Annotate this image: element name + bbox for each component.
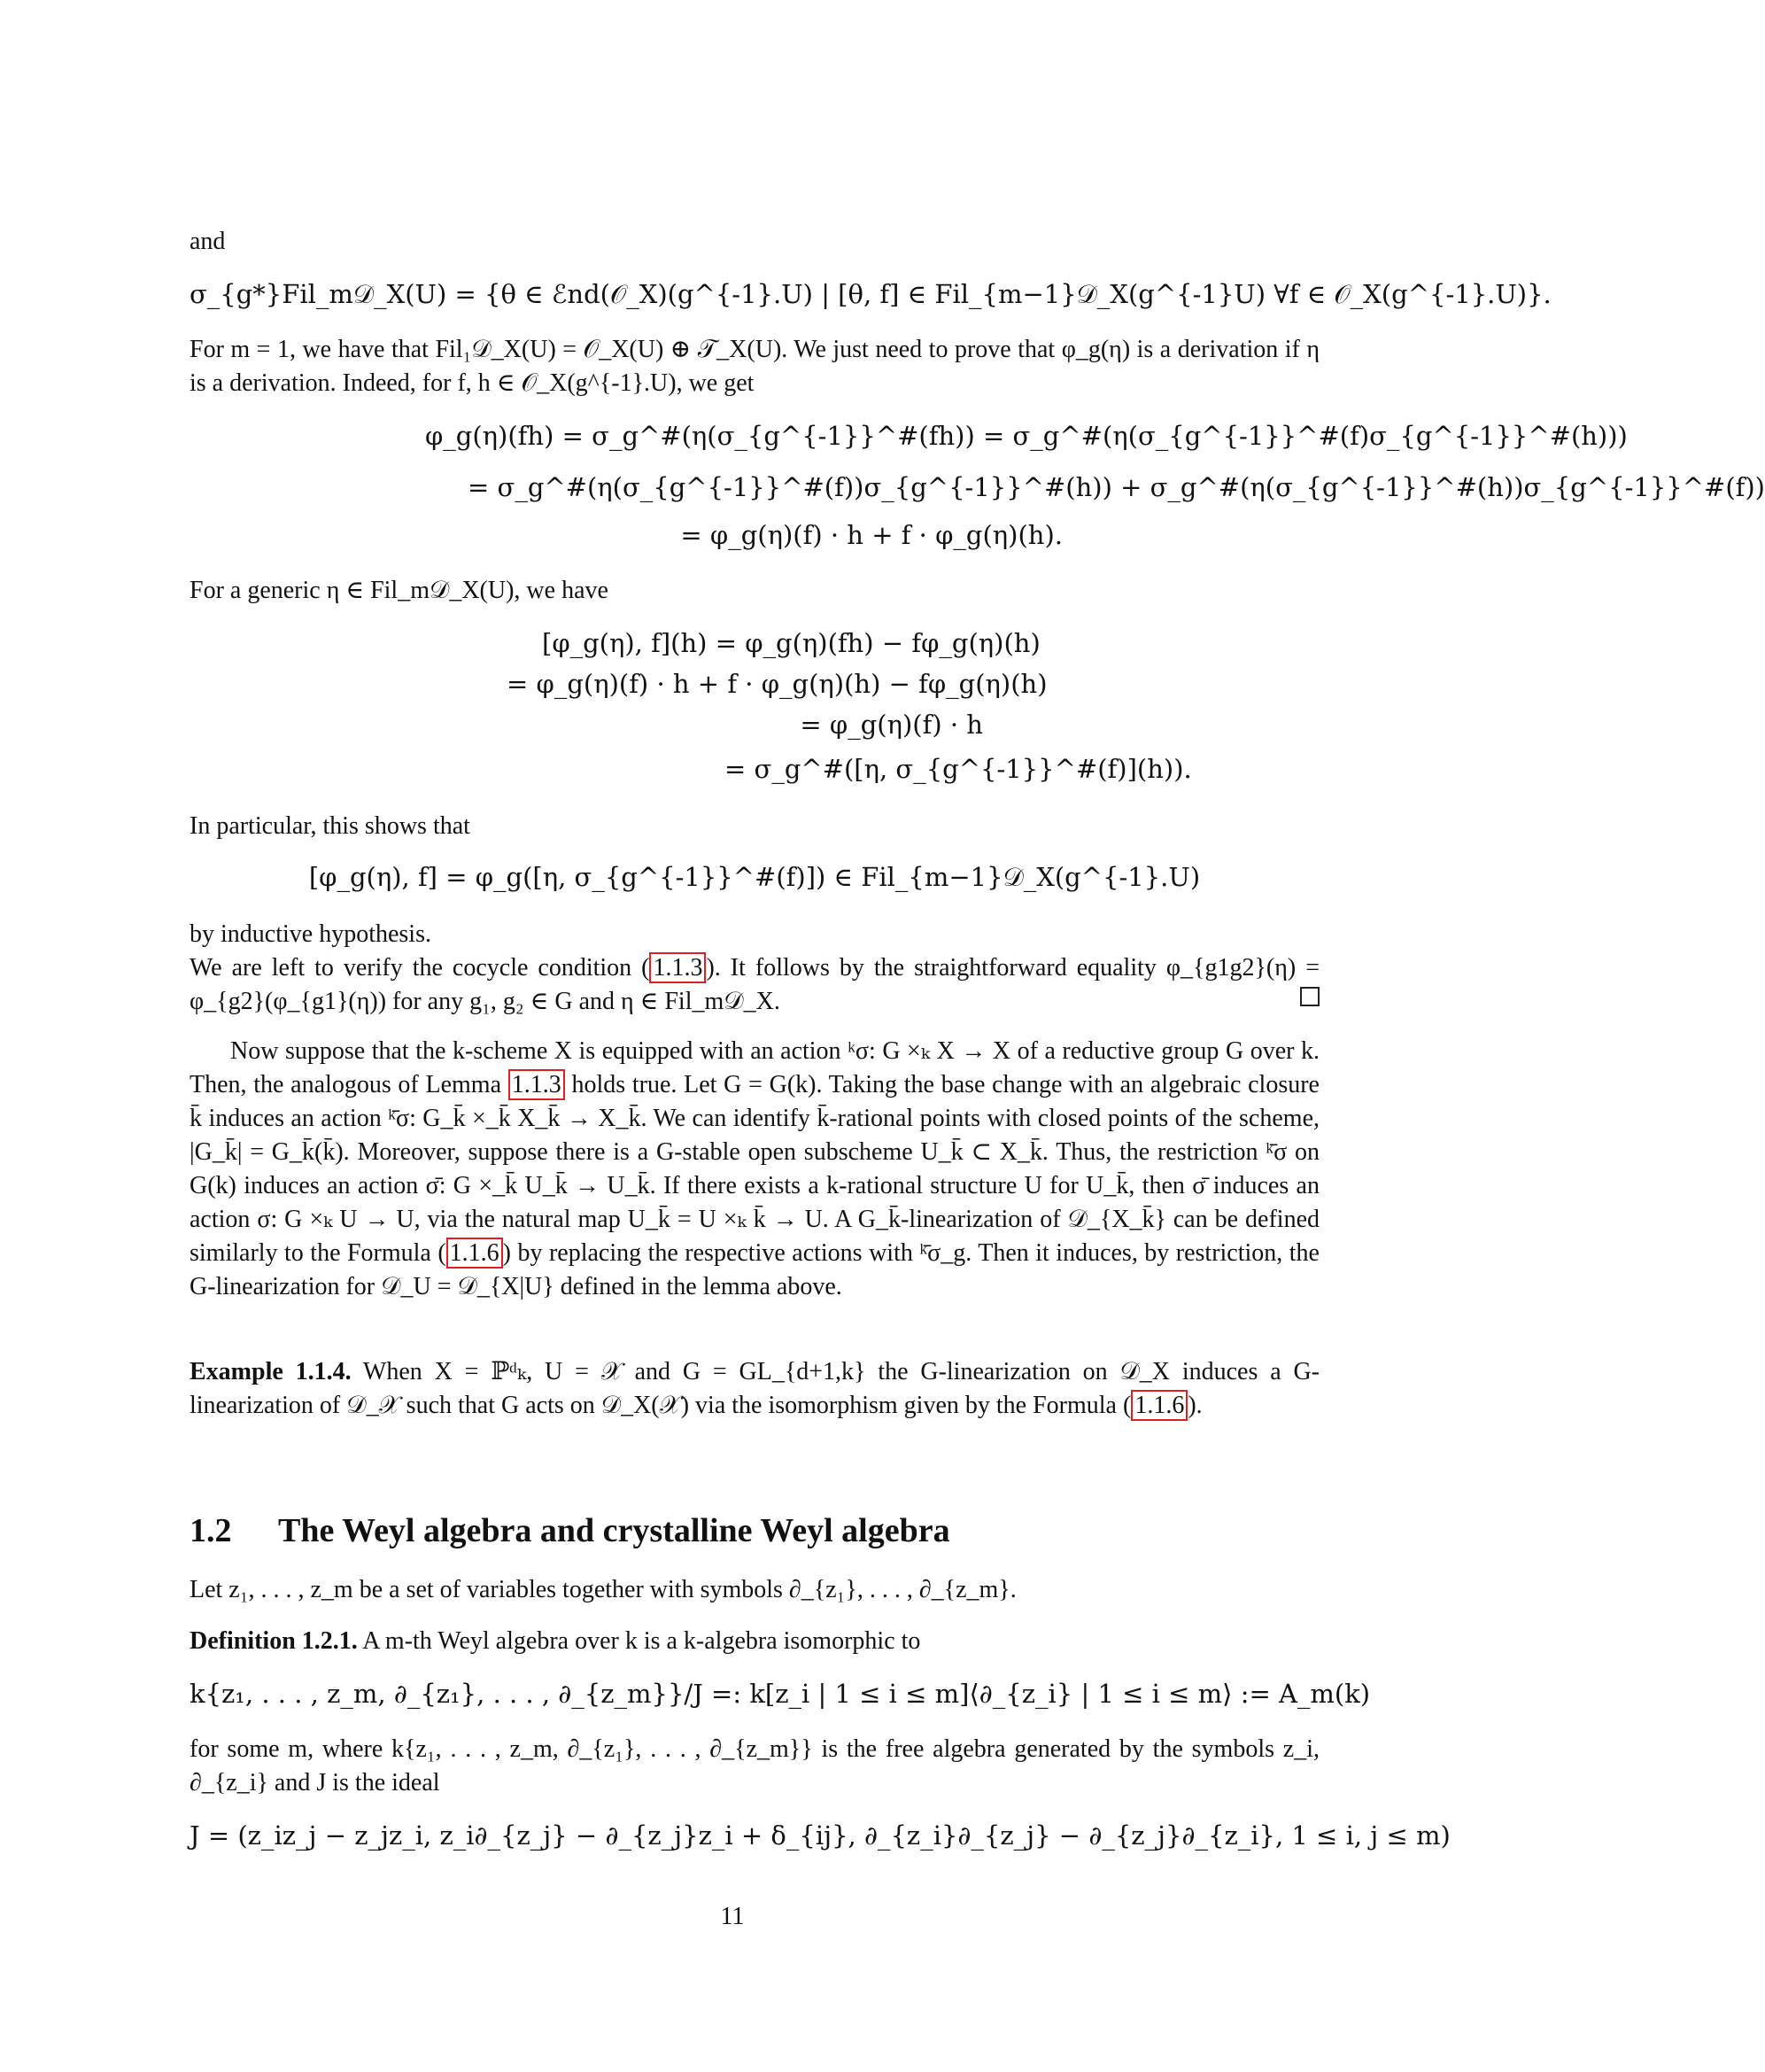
paragraph-variables: Let z₁, . . . , z_m be a set of variables together with symbols ∂_{z₁}, . . . , ∂_{z_m}. (190, 1576, 1017, 1603)
cocycle-text-a: We are left to verify the cocycle condition ( (190, 954, 650, 982)
equation-commutator-line-1: [φ_g(η), f](h) = φ_g(η)(fh) − fφ_g(η)(h) (542, 628, 1041, 658)
reference-link-formula-1-1-6[interactable]: 1.1.6 (446, 1238, 503, 1269)
example-text-a: When X = ℙᵈₖ, U = 𝒳 and G = GL_{d+1,k} the G-linearization on 𝒟_X induces a G-linearization of 𝒟_𝒳 such that G acts on 𝒟_X(𝒳) via the isomorphism given by the Formula ( (190, 1358, 1320, 1419)
equation-derivation-line-1: φ_g(η)(fh) = σ_g^#(η(σ_{g^{-1}}^#(fh)) = σ_g^#(η(σ_{g^{-1}}^#(f)σ_{g^{-1}}^#(h))) (425, 421, 1628, 451)
qed-square-icon (1300, 987, 1320, 1006)
equation-ideal-j: J = (z_iz_j − z_jz_i, z_i∂_{z_j} − ∂_{z_j}z_i + δ_{ij}, ∂_{z_i}∂_{z_j} − ∂_{z_j}∂_{z_i}, 1 ≤ i, j ≤ m) (190, 1820, 1451, 1851)
example-label: Example 1.1.4. (190, 1358, 352, 1385)
reductive-text-c: ) by replacing the respective actions with ᵏ̄σ_g. Then it induces, by restriction, the G-linearization for 𝒟_U = 𝒟_{X|U} defined in the lemma above. (190, 1239, 1320, 1300)
paragraph-generic-eta: For a generic η ∈ Fil_m𝒟_X(U), we have (190, 577, 608, 604)
equation-derivation-line-3: = φ_g(η)(f) · h + f · φ_g(η)(h). (680, 520, 1063, 550)
paragraph-and: and (190, 228, 226, 255)
equation-commutator-line-2: = φ_g(η)(f) · h + f · φ_g(η)(h) − fφ_g(η)(h) (507, 669, 1048, 699)
paragraph-reductive-group (190, 1035, 1320, 1304)
equation-derivation-line-2: = σ_g^#(η(σ_{g^{-1}}^#(f))σ_{g^{-1}}^#(h)) + σ_g^#(η(σ_{g^{-1}}^#(h))σ_{g^{-1}}^#(f)) (468, 472, 1765, 502)
paragraph-in-particular: In particular, this shows that (190, 812, 470, 840)
equation-commutator-line-3: = φ_g(η)(f) · h (800, 710, 983, 740)
reference-link-lemma-1-1-3[interactable]: 1.1.3 (508, 1069, 565, 1100)
cocycle-text-b: ). It follows by the straightforward equality φ_{g1g2}(η) = φ_{g2}(φ_{g1}(η)) for any g₁, g₂ ∈ G and η ∈ Fil_m𝒟_X. (190, 954, 1320, 1015)
definition-label: Definition 1.2.1. (190, 1627, 358, 1655)
equation-sigma-fil: σ_{g*}Fil_m𝒟_X(U) = {θ ∈ ℰnd(𝒪_X)(g^{-1}.U) | [θ, f] ∈ Fil_{m−1}𝒟_X(g^{-1}U) ∀f ∈ 𝒪_X(g^{-1}.U)}. (190, 279, 1552, 309)
paragraph-m-equals-1: For m = 1, we have that Fil₁𝒟_X(U) = 𝒪_X(U) ⊕ 𝒯_X(U). We just need to prove that φ_g(η) is a derivation if η is a derivation. Indeed, for f, h ∈ 𝒪_X(g^{-1}.U), we get (190, 336, 1320, 397)
example-1-1-4 (190, 1355, 1320, 1423)
equation-weyl-algebra: k{z₁, . . . , z_m, ∂_{z₁}, . . . , ∂_{z_m}}/J =: k[z_i | 1 ≤ i ≤ m]⟨∂_{z_i} | 1 ≤ i ≤ m⟩ := A_m(k) (190, 1679, 1371, 1709)
reference-link-1-1-3[interactable]: 1.1.3 (649, 952, 706, 983)
section-number: 1.2 (190, 1512, 232, 1549)
section-heading (190, 1511, 950, 1550)
equation-particular: [φ_g(η), f] = φ_g([η, σ_{g^{-1}}^#(f)]) ∈ Fil_{m−1}𝒟_X(g^{-1}.U) (308, 862, 1201, 892)
paragraph-free-algebra: for some m, where k{z₁, . . . , z_m, ∂_{z₁}, . . . , ∂_{z_m}} is the free algebra generated by the symbols z_i, ∂_{z_i} and J is the ideal (190, 1735, 1320, 1797)
paragraph-inductive: by inductive hypothesis. (190, 920, 431, 948)
reference-link-formula-1-1-6-example[interactable]: 1.1.6 (1131, 1390, 1188, 1421)
reductive-text-b: holds true. Let G = G(k). Taking the base change with an algebraic closure k̄ induces an action ᵏ̄σ: G_k̄ ×_k̄ X_k̄ → X_k̄. We can identify k̄-rational points with closed points of the scheme, |G_k̄| = G_k̄(k̄). Moreover, suppose there is a G-stable open subscheme U_k̄ ⊂ X_k̄. Thus, the restriction ᵏ̄σ on G(k) induces an action σ̄: G ×_k̄ U_k̄ → U_k̄. If there exists a k-rational structure U for U_k̄, then σ̄ induces an action σ: G ×ₖ U → U, via the natural map U_k̄ = U ×ₖ k̄ → U. A G_k̄-linearization of 𝒟_{X_k̄} can be defined similarly to the Formula ( (190, 1071, 1320, 1267)
definition-text: A m-th Weyl algebra over k is a k-algebra isomorphic to (357, 1627, 921, 1655)
equation-commutator-line-4: = σ_g^#([η, σ_{g^{-1}}^#(f)](h)). (724, 754, 1192, 784)
page-number: 11 (720, 1903, 745, 1930)
section-title: The Weyl algebra and crystalline Weyl algebra (278, 1512, 950, 1549)
reductive-text-a: Now suppose that the k-scheme X is equipped with an action ᵏσ: G ×ₖ X → X of a reductive group G over k. Then, the analogous of Lemma (190, 1037, 1320, 1098)
definition-1-2-1 (190, 1625, 1320, 1658)
example-text-b: ). (1188, 1392, 1203, 1419)
paragraph-cocycle (190, 951, 1320, 1019)
